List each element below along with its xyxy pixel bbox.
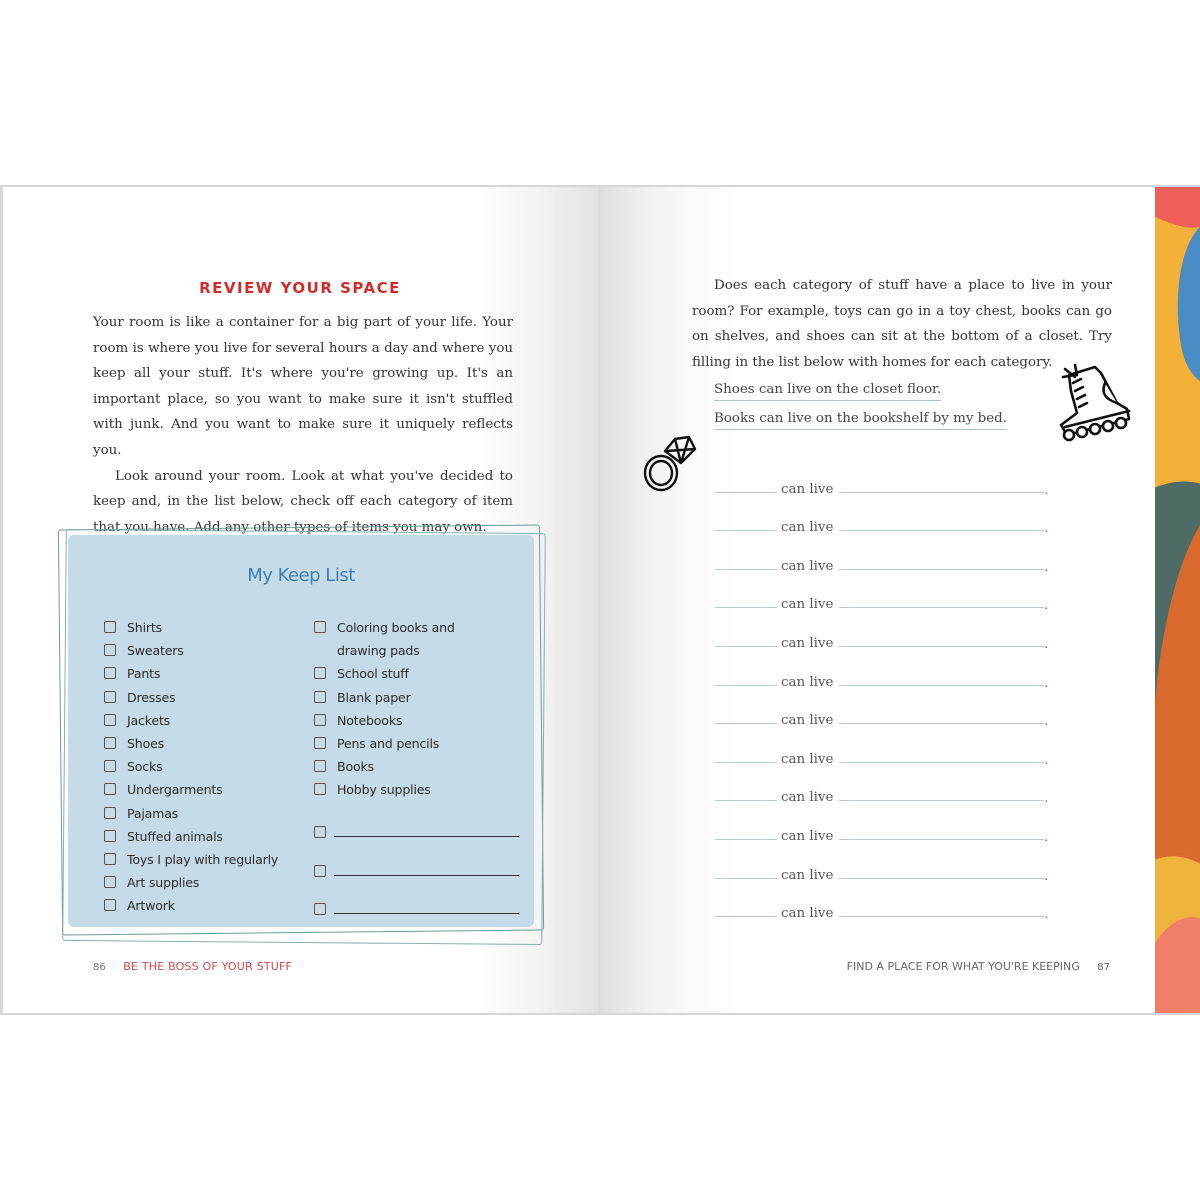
paragraph: Look around your room. Look at what you've decided to keep and, in the list below, check off each category of item that you have. Add any other types of items you may own. bbox=[93, 468, 513, 535]
checkbox[interactable] bbox=[314, 691, 326, 703]
checklist-item[interactable]: Notebooks bbox=[314, 709, 519, 732]
section-heading: REVIEW YOUR SPACE bbox=[199, 279, 401, 297]
example-line: Books can live on the bookshelf by my bed. bbox=[714, 409, 1007, 430]
location-blank[interactable] bbox=[839, 762, 1044, 763]
keep-list-panel bbox=[68, 535, 534, 927]
checklist-item[interactable]: Shirts bbox=[104, 616, 278, 639]
blank-checklist-item[interactable] bbox=[314, 840, 519, 879]
fill-in-list bbox=[715, 459, 1048, 922]
category-blank[interactable] bbox=[715, 723, 777, 724]
location-blank[interactable] bbox=[839, 607, 1044, 608]
category-blank[interactable] bbox=[715, 569, 777, 570]
category-blank[interactable] bbox=[715, 839, 777, 840]
keep-list-column-b bbox=[314, 616, 519, 917]
checkbox[interactable] bbox=[104, 667, 116, 679]
write-in-line[interactable] bbox=[334, 835, 519, 837]
checklist-item[interactable]: Jackets bbox=[104, 709, 278, 732]
checklist-item[interactable]: Undergarments bbox=[104, 778, 278, 801]
fill-in-row[interactable]: can live . bbox=[715, 536, 1048, 575]
book-spread bbox=[0, 185, 1200, 1015]
checkbox[interactable] bbox=[104, 737, 116, 749]
category-blank[interactable] bbox=[715, 607, 777, 608]
page-footer-right bbox=[847, 960, 1110, 973]
location-blank[interactable] bbox=[839, 878, 1044, 879]
example-list bbox=[714, 377, 1007, 435]
checklist-item[interactable]: Books bbox=[314, 755, 519, 778]
fill-in-row[interactable]: can live . bbox=[715, 729, 1048, 768]
location-blank[interactable] bbox=[839, 569, 1044, 570]
checklist-item[interactable]: Toys I play with regularly bbox=[104, 848, 278, 871]
checkbox[interactable] bbox=[314, 865, 326, 877]
category-blank[interactable] bbox=[715, 530, 777, 531]
blank-checklist-item[interactable] bbox=[314, 802, 519, 841]
intro-text bbox=[93, 310, 513, 540]
checkbox[interactable] bbox=[104, 783, 116, 795]
category-blank[interactable] bbox=[715, 646, 777, 647]
blank-checklist-item[interactable] bbox=[314, 879, 519, 918]
checkbox[interactable] bbox=[104, 830, 116, 842]
location-blank[interactable] bbox=[839, 646, 1044, 647]
location-blank[interactable] bbox=[839, 800, 1044, 801]
checklist-item[interactable]: Shoes bbox=[104, 732, 278, 755]
running-title: BE THE BOSS OF YOUR STUFF bbox=[123, 960, 292, 973]
category-blank[interactable] bbox=[715, 800, 777, 801]
checklist-item[interactable]: Socks bbox=[104, 755, 278, 778]
keep-list-box bbox=[60, 527, 545, 942]
example-line: Shoes can live on the closet floor. bbox=[714, 380, 941, 401]
checkbox[interactable] bbox=[314, 737, 326, 749]
write-in-line[interactable] bbox=[334, 912, 519, 914]
paragraph: Your room is like a container for a big part of your life. Your room is where you live for several hours a day and where you keep all your stuff. It's where you're growing up. It's an important place, so you want to make sure it isn't stuffled with junk. And you want to make sure it uniquely reflects you. bbox=[93, 315, 513, 458]
checkbox[interactable] bbox=[314, 667, 326, 679]
write-in-line[interactable] bbox=[334, 874, 519, 876]
fill-in-row[interactable]: can live . bbox=[715, 691, 1048, 730]
checkbox[interactable] bbox=[104, 853, 116, 865]
checkbox[interactable] bbox=[314, 903, 326, 915]
category-blank[interactable] bbox=[715, 762, 777, 763]
fill-in-row[interactable]: can live . bbox=[715, 459, 1048, 498]
checkbox[interactable] bbox=[104, 691, 116, 703]
checkbox[interactable] bbox=[104, 876, 116, 888]
checkbox[interactable] bbox=[314, 783, 326, 795]
checklist-item[interactable]: Artwork bbox=[104, 894, 278, 917]
checkbox[interactable] bbox=[104, 621, 116, 633]
checklist-item[interactable]: Blank paper bbox=[314, 686, 519, 709]
checklist-item[interactable]: Sweaters bbox=[104, 639, 278, 662]
checkbox[interactable] bbox=[314, 621, 326, 633]
location-blank[interactable] bbox=[839, 530, 1044, 531]
page-edge bbox=[0, 187, 3, 1013]
fill-in-row[interactable]: can live . bbox=[715, 845, 1048, 884]
checklist-item[interactable]: Dresses bbox=[104, 686, 278, 709]
page-number: 86 bbox=[93, 962, 106, 973]
roller-skate-icon bbox=[1055, 359, 1135, 443]
keep-list-column-a bbox=[104, 616, 278, 917]
right-page bbox=[600, 187, 1155, 1013]
checkbox[interactable] bbox=[314, 760, 326, 772]
page-number: 87 bbox=[1097, 962, 1110, 973]
location-blank[interactable] bbox=[839, 685, 1044, 686]
category-blank[interactable] bbox=[715, 916, 777, 917]
fill-in-row[interactable]: can live . bbox=[715, 498, 1048, 537]
checklist-item[interactable]: School stuff bbox=[314, 662, 519, 685]
checkbox[interactable] bbox=[314, 714, 326, 726]
checkbox[interactable] bbox=[104, 899, 116, 911]
running-title: FIND A PLACE FOR WHAT YOU'RE KEEPING bbox=[846, 960, 1080, 973]
diamond-ring-icon bbox=[637, 429, 699, 495]
checklist-item[interactable]: Pajamas bbox=[104, 802, 278, 825]
checklist-item[interactable]: Hobby supplies bbox=[314, 778, 519, 801]
fill-in-row[interactable]: can live . bbox=[715, 652, 1048, 691]
fill-in-row[interactable]: can live . bbox=[715, 768, 1048, 807]
decorative-color-strip bbox=[1155, 187, 1200, 1013]
keep-list-title: My Keep List bbox=[247, 565, 355, 586]
category-blank[interactable] bbox=[715, 878, 777, 879]
checklist-item[interactable]: Pants bbox=[104, 662, 278, 685]
checklist-item[interactable]: Art supplies bbox=[104, 871, 278, 894]
category-blank[interactable] bbox=[715, 492, 777, 493]
paragraph: Does each category of stuff have a place to live in your room? For example, toys can go in a toy chest, books can go on shelves, and shoes can sit at the bottom of a closet. Try filling in the list below with homes for each category. bbox=[692, 278, 1112, 370]
fill-in-row[interactable]: can live . bbox=[715, 806, 1048, 845]
checklist-item[interactable]: Coloring books and drawing pads bbox=[314, 616, 519, 662]
location-blank[interactable] bbox=[839, 723, 1044, 724]
fill-in-row[interactable]: can live . bbox=[715, 884, 1048, 923]
category-blank[interactable] bbox=[715, 685, 777, 686]
page-footer-left bbox=[93, 960, 292, 973]
location-blank[interactable] bbox=[839, 916, 1044, 917]
checkbox[interactable] bbox=[104, 644, 116, 656]
fill-in-row[interactable]: can live . bbox=[715, 575, 1048, 614]
location-blank[interactable] bbox=[839, 492, 1044, 493]
checkbox[interactable] bbox=[104, 807, 116, 819]
checkbox[interactable] bbox=[104, 714, 116, 726]
checkbox[interactable] bbox=[104, 760, 116, 772]
checklist-item[interactable]: Stuffed animals bbox=[104, 825, 278, 848]
left-page bbox=[0, 187, 600, 1013]
instructions-text bbox=[692, 273, 1112, 375]
location-blank[interactable] bbox=[839, 839, 1044, 840]
fill-in-row[interactable]: can live . bbox=[715, 613, 1048, 652]
checkbox[interactable] bbox=[314, 826, 326, 838]
checklist-item[interactable]: Pens and pencils bbox=[314, 732, 519, 755]
